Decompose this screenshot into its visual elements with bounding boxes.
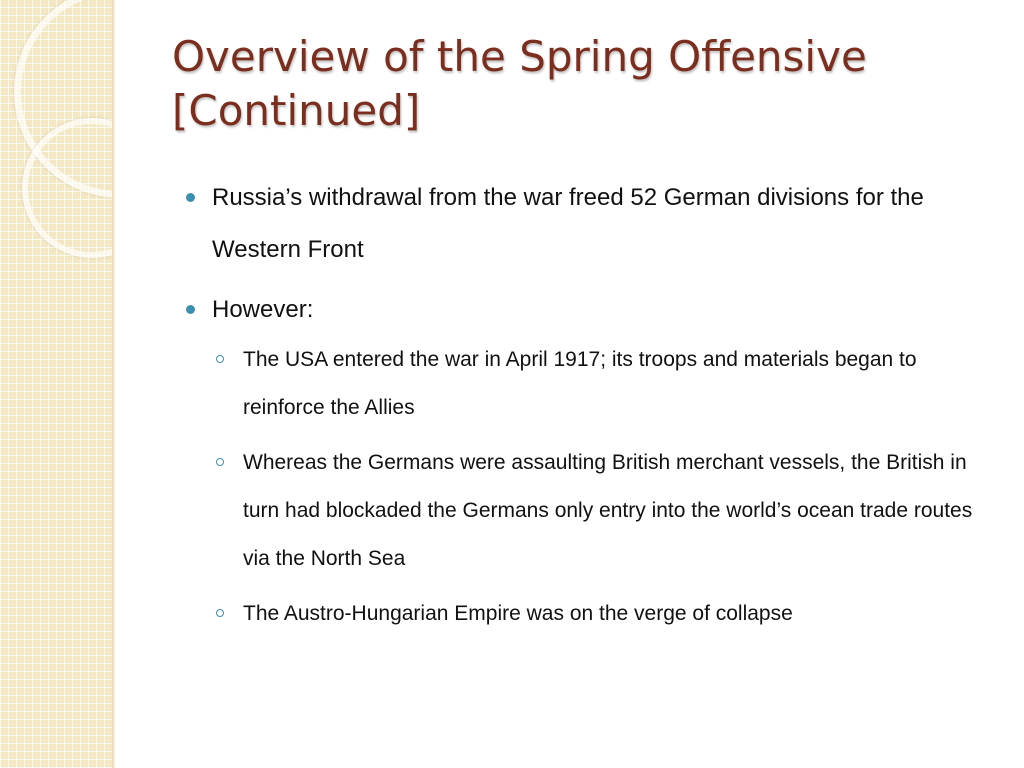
sub-bullet-list	[216, 336, 986, 638]
sub-bullet-text: The USA entered the war in April 1917; its troops and materials began to reinforce the Allies	[243, 348, 917, 419]
hollow-circle-icon	[216, 458, 224, 466]
slide-content	[186, 172, 986, 646]
title-line-1: Overview of the Spring Offensive	[172, 32, 867, 81]
bullet-dot-icon	[186, 305, 195, 314]
bullet-text: Russia’s withdrawal from the war freed 52 German divisions for the Western Front	[212, 184, 924, 263]
sub-bullet-text: Whereas the Germans were assaulting British merchant vessels, the British in turn had blockaded the Germans only entry into the world’s ocean trade routes via the North Sea	[243, 451, 973, 570]
sub-bullet-item	[216, 439, 986, 583]
hollow-circle-icon	[216, 355, 224, 363]
hollow-circle-icon	[216, 609, 224, 617]
sub-bullet-item	[216, 590, 986, 638]
bullet-text: However:	[212, 296, 314, 323]
title-line-2: [Continued]	[172, 86, 421, 135]
bullet-item	[186, 284, 986, 638]
decorative-side-panel	[0, 0, 112, 768]
slide-title	[172, 30, 992, 138]
side-panel-edge	[112, 0, 116, 768]
sub-bullet-item	[216, 336, 986, 432]
bullet-item	[186, 172, 986, 276]
sub-bullet-text: The Austro-Hungarian Empire was on the verge of collapse	[243, 602, 793, 625]
bullet-dot-icon	[186, 193, 195, 202]
